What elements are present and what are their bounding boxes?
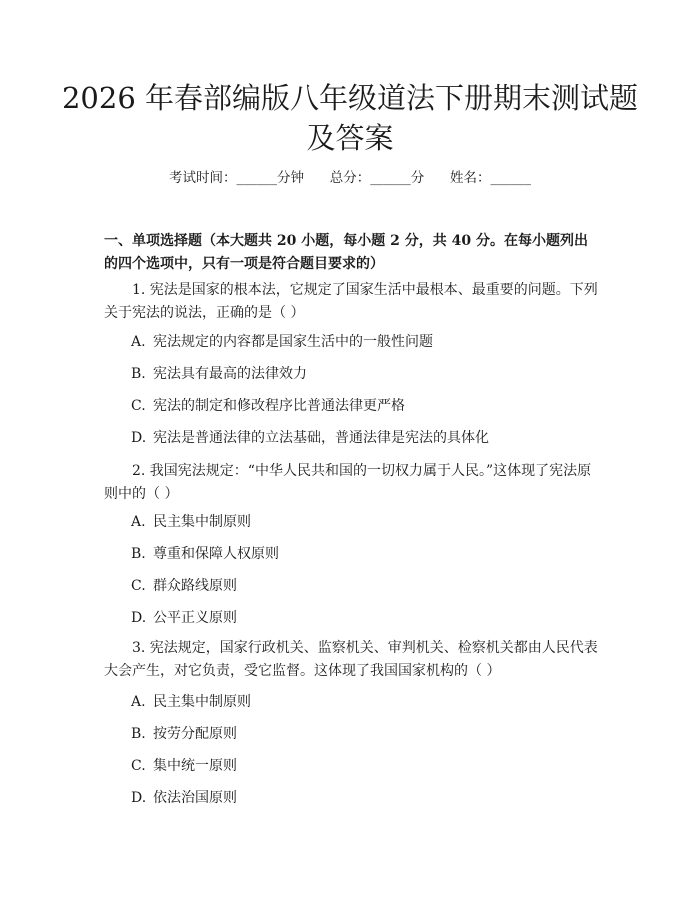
option-text: 群众路线原则	[153, 578, 237, 594]
option-letter: B.	[131, 546, 146, 562]
option-text: 尊重和保障人权原则	[153, 546, 279, 562]
option	[131, 332, 433, 352]
question-stem: 2. 我国宪法规定：“中华人民共和国的一切权力属于人民。”这体现了宪法原则中的（ ）	[104, 463, 592, 502]
score-blank: ______	[370, 170, 411, 186]
score-unit: 分	[410, 170, 425, 186]
option-letter: D.	[131, 610, 147, 626]
option-text: 集中统一原则	[153, 758, 237, 774]
option-letter: C.	[131, 758, 146, 774]
option-text: 宪法的制定和修改程序比普通法律更严格	[153, 398, 405, 414]
exam-meta	[0, 168, 700, 188]
option-text: 民主集中制原则	[153, 694, 251, 710]
option-letter: D.	[131, 430, 147, 446]
option-text: 公平正义原则	[153, 610, 237, 626]
option-letter: A.	[131, 694, 146, 710]
option	[131, 512, 251, 532]
option	[131, 396, 405, 416]
option-text: 按劳分配原则	[153, 726, 237, 742]
question-stem: 3. 宪法规定，国家行政机关、监察机关、审判机关、检察机关都由人民代表大会产生，对它负责，受它监督。这体现了我国国家机构的（ ）	[104, 640, 598, 679]
option-text: 依法治国原则	[153, 790, 237, 806]
option	[131, 364, 307, 384]
option-letter: C.	[131, 578, 146, 594]
option-text: 民主集中制原则	[153, 514, 251, 530]
option	[131, 428, 489, 448]
question-stem: 1. 宪法是国家的根本法，它规定了国家生活中最根本、最重要的问题。下列关于宪法的说法，正确的是（ ）	[104, 282, 598, 321]
option-text: 宪法是普通法律的立法基础，普通法律是宪法的具体化	[153, 430, 489, 446]
option	[131, 788, 237, 808]
option-letter: B.	[131, 726, 146, 742]
option-letter: B.	[131, 366, 146, 382]
option-letter: A.	[131, 514, 146, 530]
time-label: 考试时间：	[169, 170, 237, 186]
option-text: 宪法具有最高的法律效力	[153, 366, 307, 382]
option	[131, 544, 279, 564]
score-label: 总分：	[329, 170, 371, 186]
option	[131, 724, 237, 744]
option	[131, 756, 237, 776]
option	[131, 608, 237, 628]
option	[131, 576, 237, 596]
option-letter: C.	[131, 398, 146, 414]
name-blank: ______	[490, 170, 531, 186]
option-text: 宪法规定的内容都是国家生活中的一般性问题	[153, 334, 433, 350]
time-blank: ______	[236, 170, 277, 186]
page-title: 2026 年春部编版八年级道法下册期末测试题及答案	[61, 81, 639, 155]
name-label: 姓名：	[450, 170, 491, 186]
option-letter: A.	[131, 334, 146, 350]
option-letter: D.	[131, 790, 147, 806]
option	[131, 692, 251, 712]
section-heading: 一、单项选择题（本大题共 20 小题，每小题 2 分，共 40 分。在每小题列出的四个选项中，只有一项是符合题目要求的）	[104, 233, 588, 272]
time-unit: 分钟	[277, 170, 304, 186]
